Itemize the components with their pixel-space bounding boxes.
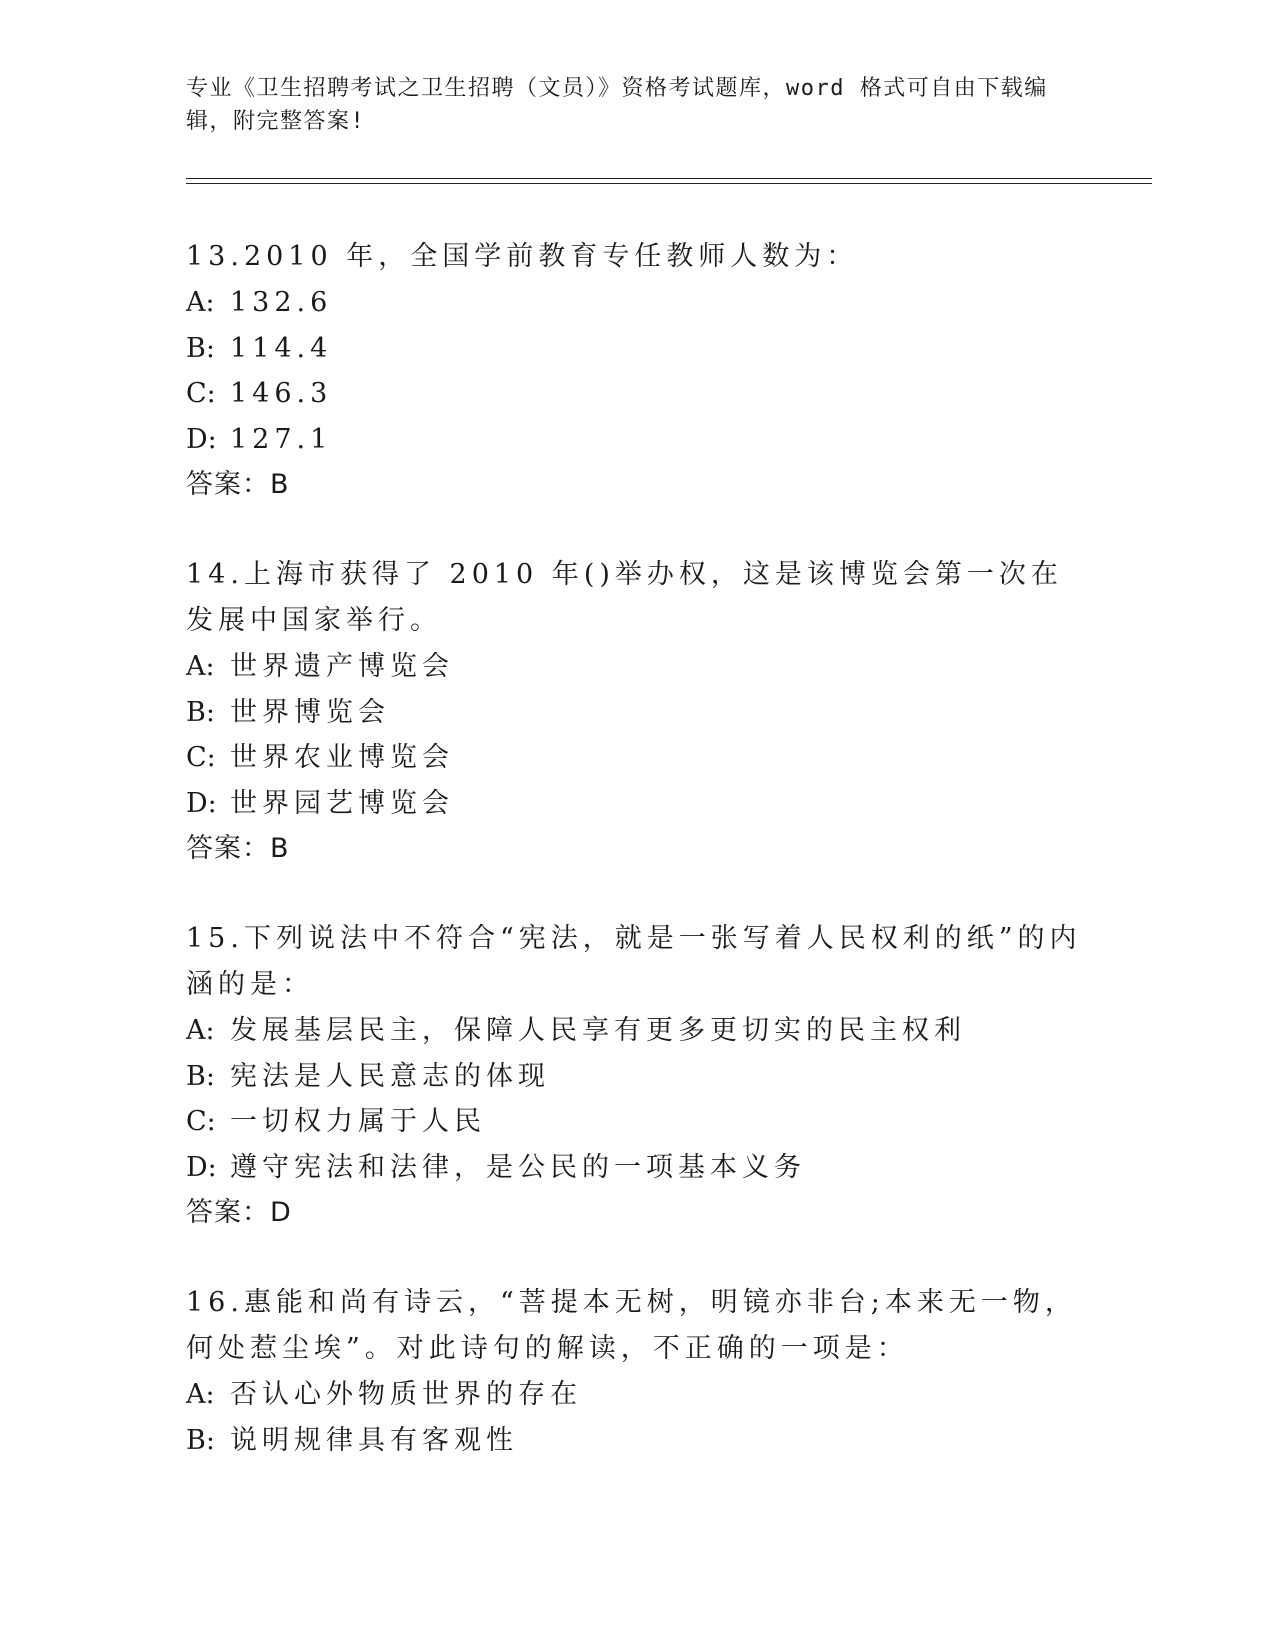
option-letter: C: xyxy=(186,742,216,773)
question-text: 14.上海市获得了 2010 年()举办权，这是该博览会第一次在发展中国家举行。 xyxy=(186,559,1063,636)
question-15 xyxy=(186,916,1086,1236)
question-list xyxy=(186,234,1086,1507)
option-letter: B: xyxy=(186,1060,215,1092)
option-a xyxy=(186,280,1086,326)
question-text: 15.下列说法中不符合“宪法，就是一张写着人民权利的纸”的内涵的是： xyxy=(186,923,1082,1000)
option-letter: D: xyxy=(186,1151,217,1183)
option-letter: A: xyxy=(186,1015,215,1046)
answer-line: 答案：D xyxy=(186,1197,292,1228)
option-text: 发展基层民主，保障人民享有更多更切实的民主权利 xyxy=(230,1015,966,1046)
option-letter: B: xyxy=(186,696,215,728)
option-text: 146.3 xyxy=(230,378,333,409)
option-text: 说明规律具有客观性 xyxy=(230,1424,518,1456)
option-letter: B: xyxy=(186,1424,215,1456)
option-letter: D: xyxy=(186,787,217,819)
option-letter: A: xyxy=(186,287,215,318)
header-divider-top xyxy=(186,178,1152,179)
option-text: 132.6 xyxy=(230,287,333,318)
option-a xyxy=(186,644,1086,690)
document-header: 专业《卫生招聘考试之卫生招聘（文员）》资格考试题库，word 格式可自由下载编辑，附完整答案! xyxy=(186,76,1048,134)
question-text: 16.惠能和尚有诗云，“菩提本无树，明镜亦非台;本来无一物，何处惹尘埃”。对此诗句的解读，不正确的一项是： xyxy=(186,1287,1077,1364)
option-letter: C: xyxy=(186,1106,216,1137)
option-c xyxy=(186,371,1086,417)
option-text: 否认心外物质世界的存在 xyxy=(230,1379,582,1410)
option-b xyxy=(186,1418,1086,1464)
option-letter: A: xyxy=(186,1379,215,1410)
option-text: 世界农业博览会 xyxy=(230,742,454,773)
option-d xyxy=(186,781,1086,827)
question-14 xyxy=(186,552,1086,872)
option-text: 世界博览会 xyxy=(230,696,390,728)
option-c xyxy=(186,735,1086,781)
option-b xyxy=(186,690,1086,736)
option-letter: D: xyxy=(186,423,217,455)
answer-line: 答案：B xyxy=(186,833,290,864)
option-d xyxy=(186,1145,1086,1191)
option-c xyxy=(186,1099,1086,1145)
option-text: 世界园艺博览会 xyxy=(230,787,454,819)
option-letter: C: xyxy=(186,378,216,409)
option-text: 遵守宪法和法律，是公民的一项基本义务 xyxy=(230,1151,806,1183)
option-b xyxy=(186,1054,1086,1100)
option-d xyxy=(186,417,1086,463)
option-a xyxy=(186,1008,1086,1054)
option-text: 一切权力属于人民 xyxy=(230,1106,486,1137)
question-13 xyxy=(186,234,1086,508)
option-letter: A: xyxy=(186,651,215,682)
header-divider-bottom xyxy=(186,183,1152,184)
option-letter: B: xyxy=(186,332,215,364)
question-16 xyxy=(186,1280,1086,1463)
option-b xyxy=(186,326,1086,372)
option-text: 宪法是人民意志的体现 xyxy=(230,1060,550,1092)
option-a xyxy=(186,1372,1086,1418)
option-text: 127.1 xyxy=(230,423,333,455)
question-text: 13.2010 年，全国学前教育专任教师人数为： xyxy=(186,241,859,272)
option-text: 世界遗产博览会 xyxy=(230,651,454,682)
option-text: 114.4 xyxy=(230,332,333,364)
answer-line: 答案：B xyxy=(186,469,290,500)
